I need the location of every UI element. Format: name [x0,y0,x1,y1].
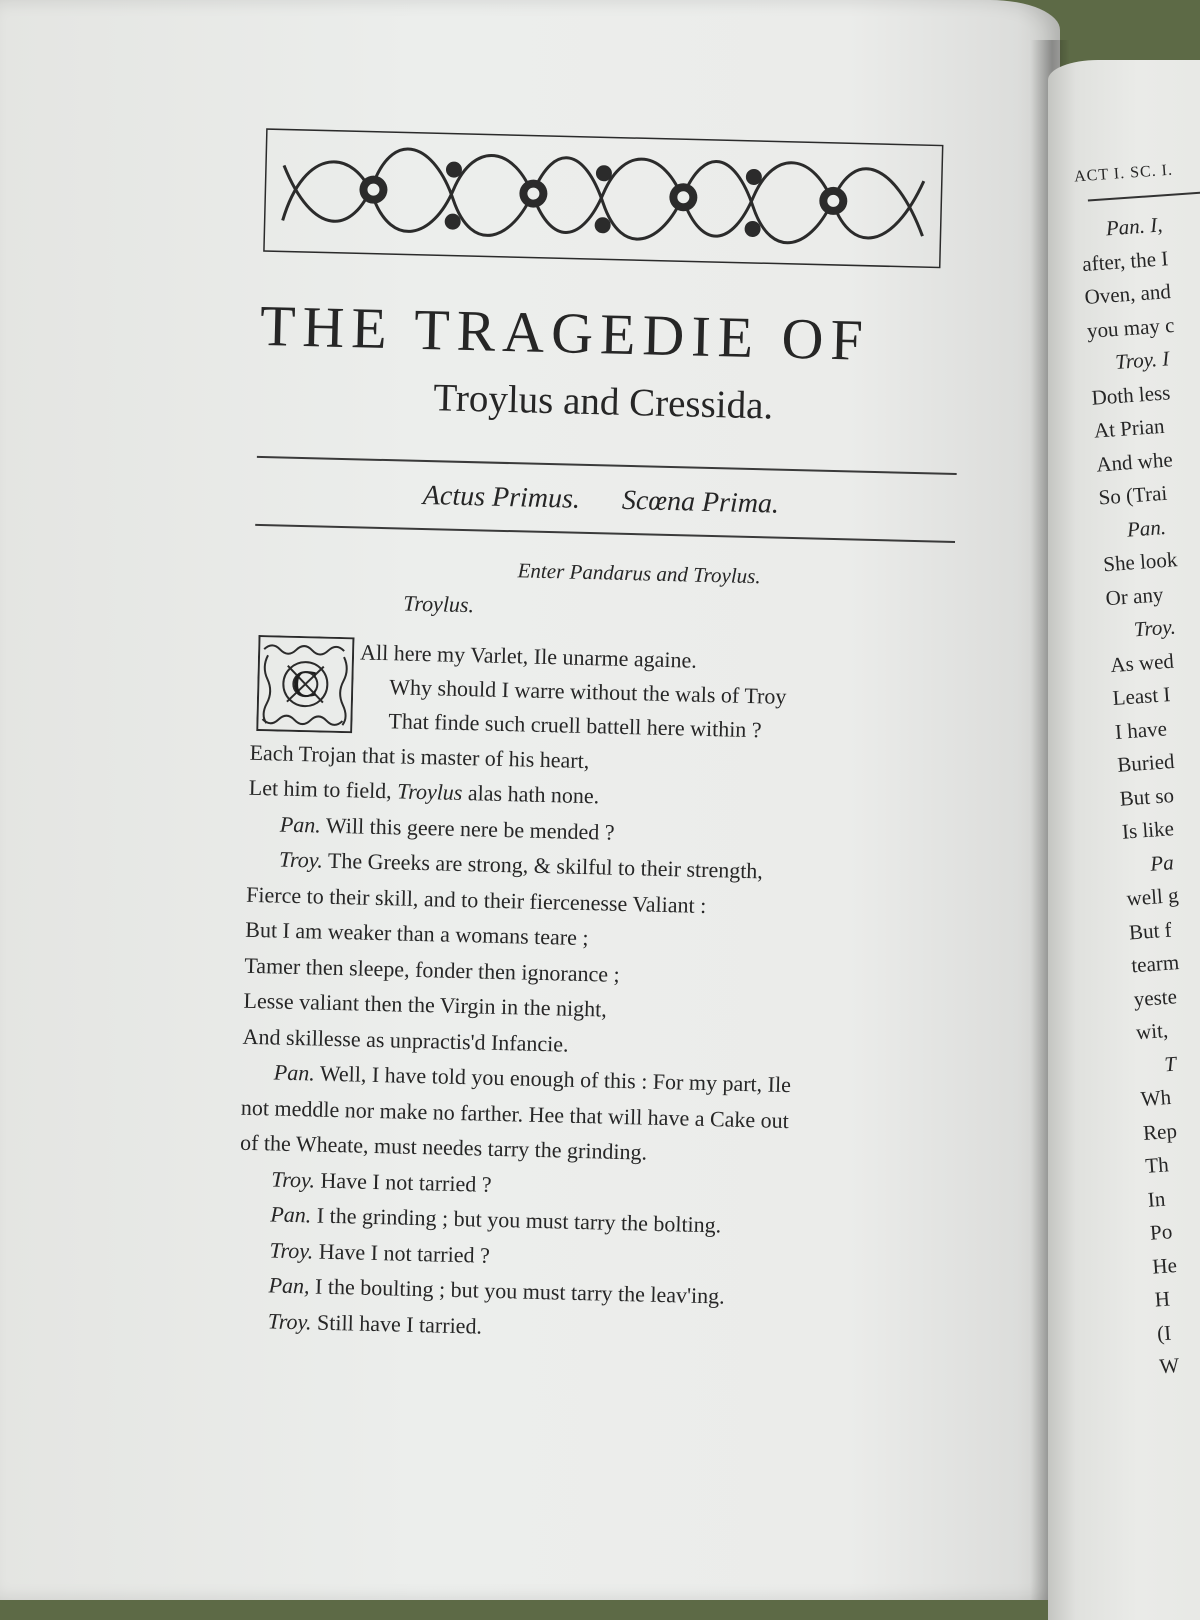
page-subtitle: Troylus and Cressida. [432,376,774,428]
right-page-line: So (Trai [1097,480,1168,510]
right-page-line: In [1146,1186,1167,1212]
speaker-label: Troy. [270,1166,316,1193]
right-page-line: He [1151,1252,1178,1279]
right-page-line: H [1153,1286,1171,1312]
stage-direction: Enter Pandarus and Troylus. [517,558,761,589]
right-page [1048,60,1200,1620]
page-title: THE TRAGEDIE OF [259,292,871,373]
right-page-line: Troy. [1133,614,1177,642]
ornamental-headpiece-icon [262,125,945,272]
right-page-line: T [1163,1051,1177,1076]
right-page-line: Least I [1111,682,1172,711]
right-page-line: Pan. I, [1105,212,1164,241]
right-page-line: I have [1114,715,1168,744]
cap-line-3: That finde such cruell battell here within ? [388,708,762,743]
speaker-label: Troy. [267,1308,312,1335]
first-speaker: Troylus. [403,590,475,618]
verse-line: Pan. I the grinding ; but you must tarry the bolting. [270,1201,722,1238]
left-page-content [235,125,1024,1357]
verse-line: But I am weaker than a womans teare ; [245,917,589,951]
right-page-line: tearm [1130,950,1180,978]
right-page-line: Pan. [1126,514,1167,542]
verse-line: Pan, I the boulting ; but you must tarry the leav'ing. [268,1272,725,1309]
speaker-label: Pan. [273,1059,316,1086]
right-page-line: Buried [1116,748,1176,777]
verse-line: Troy. Have I not tarried ? [269,1237,491,1268]
verse-line: Troy. The Greeks are strong, & skilful to their strength, [278,846,764,884]
act-label: Actus Primus. [422,479,581,515]
right-page-line: She look [1102,547,1179,577]
right-page-line: yeste [1132,983,1178,1011]
right-page-line: after, the I [1081,245,1169,276]
right-page-line: But f [1128,917,1173,944]
running-head-rule [1088,188,1200,202]
speaker-label: Pan. [279,811,322,838]
right-page-line: wit, [1135,1018,1169,1045]
verse-line: Lesse valiant then the Virgin in the night, [243,988,608,1023]
svg-text:C: C [292,662,319,706]
running-head: ACT I. SC. I. [1073,161,1174,186]
verse-line: Let him to field, Troylus alas hath none. [248,775,600,809]
right-page-line: Troy. I [1114,346,1171,375]
right-page-line: Rep [1142,1118,1178,1145]
verse-line: Fierce to their skill, and to their fiercenesse Valiant : [245,881,707,918]
verse-body [235,735,1010,1357]
verse-line: Pan. Will this geere nere be mended ? [279,811,615,845]
right-page-line: (I [1156,1320,1172,1345]
right-page-line: Th [1144,1152,1170,1178]
cap-line-1: All here my Varlet, Ile unarme againe. [359,639,698,673]
drop-cap-icon [256,635,354,733]
right-page-line: W [1158,1353,1181,1379]
verse-line: Troy. Have I not tarried ? [270,1166,492,1197]
right-page-line: you may c [1086,312,1176,343]
cap-line-2: Why should I warre without the wals of Troy [389,674,787,709]
verse-line: Tamer then sleepe, fonder then ignorance ; [244,952,621,987]
right-page-line: And whe [1095,446,1174,477]
speaker-label: Pan, [268,1272,310,1299]
right-page-line: At Prian [1093,413,1166,443]
right-page-line: Or any [1104,581,1165,610]
right-page-line: As wed [1109,648,1175,677]
right-page-line: Pa [1149,849,1175,876]
verse-line: And skillesse as unpractis'd Infancie. [242,1023,569,1057]
right-page-line: Wh [1139,1084,1172,1112]
verse-line: Each Trojan that is master of his heart, [249,739,590,773]
speaker-label: Troy. [278,846,324,874]
right-page-line: Po [1149,1219,1174,1245]
opening-verse [250,635,1012,754]
right-page-line: But so [1118,782,1175,811]
speaker-label: Pan. [270,1201,312,1228]
right-page-line: Oven, and [1083,279,1172,309]
right-page-line: well g [1125,882,1180,911]
verse-line: of the Wheate, must needes tarry the grinding. [239,1130,648,1166]
verse-line: Pan. Well, I have told you enough of this : For my part, Ile [273,1059,792,1098]
right-page-line: Doth less [1090,379,1172,410]
right-page-line: Is like [1121,816,1175,844]
scene-label: Scœna Prima. [621,484,780,520]
verse-line: not meddle nor make no farther. Hee that will have a Cake out [240,1094,790,1133]
speaker-label: Troy. [269,1237,314,1264]
verse-line: Troy. Still have I tarried. [267,1308,483,1339]
